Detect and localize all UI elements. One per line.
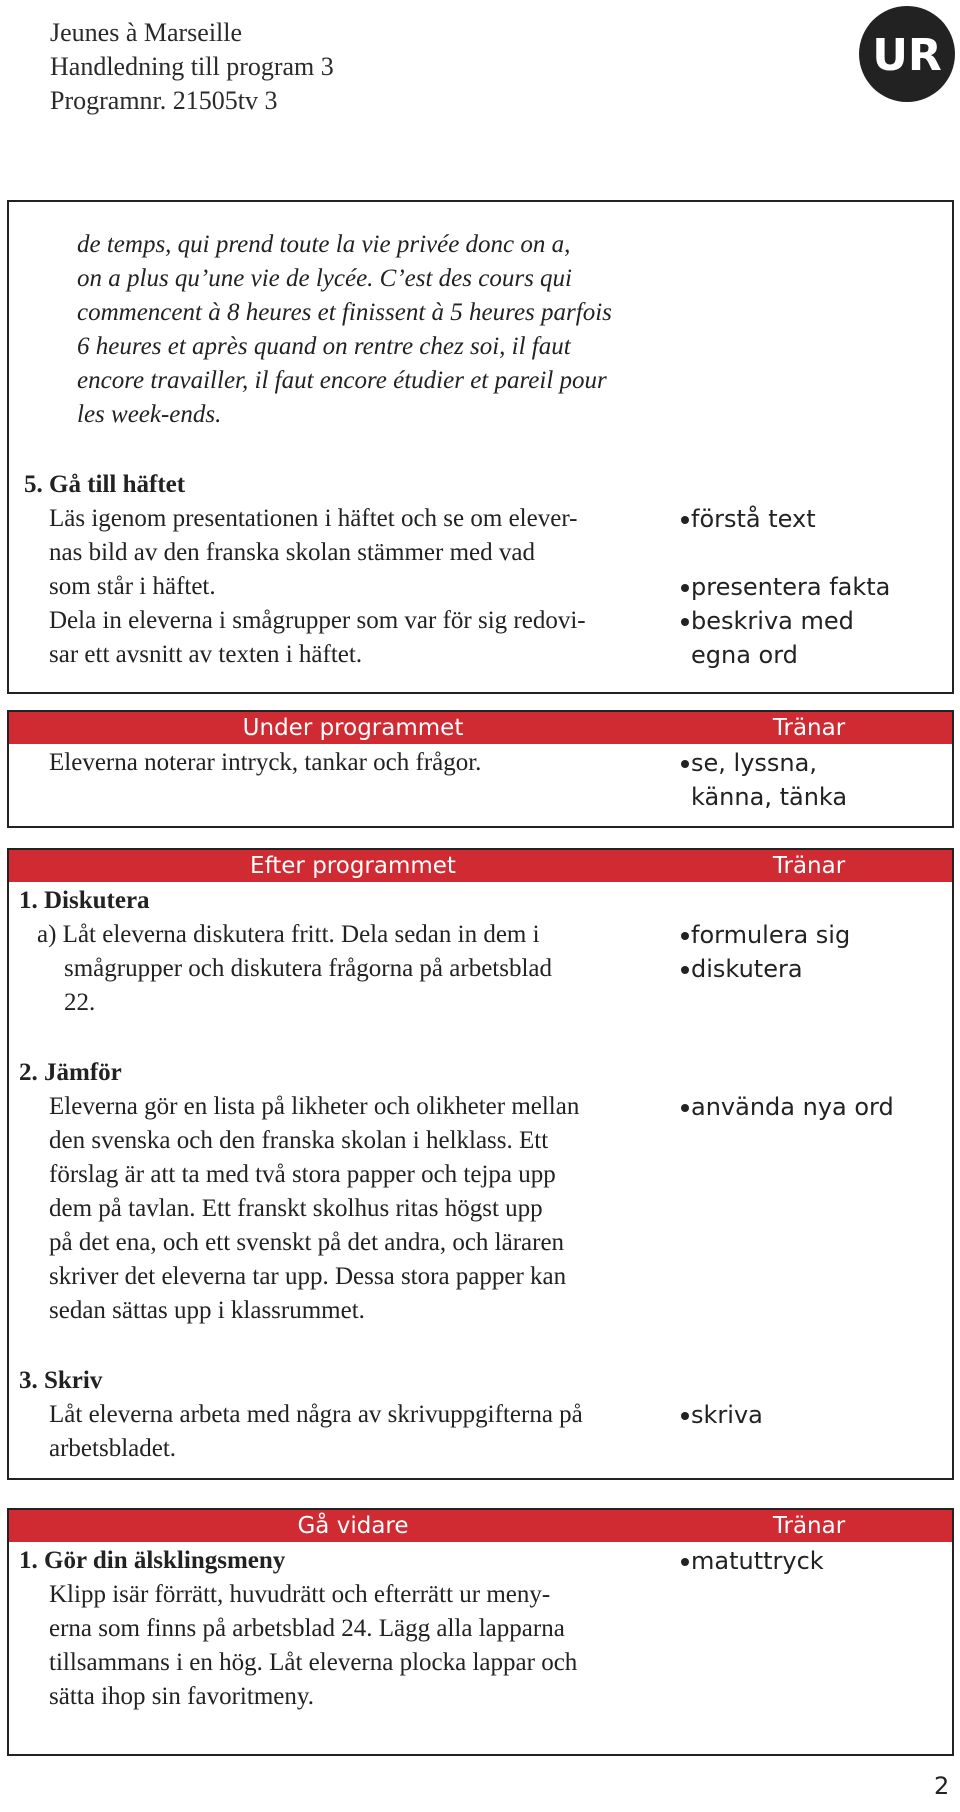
bullet-dot bbox=[681, 932, 689, 940]
skill-text: se, lyssna, bbox=[691, 749, 817, 777]
quote-line: les week-ends. bbox=[77, 401, 222, 428]
body-line: förslag är att ta med två stora papper och tejpa upp bbox=[49, 1161, 556, 1188]
body-line: nas bild av den franska skolan stämmer med vad bbox=[49, 539, 535, 566]
bullet-dot bbox=[681, 760, 689, 768]
skill-text: formulera sig bbox=[691, 921, 851, 949]
section-before-program bbox=[7, 200, 954, 694]
header-subtitle: Handledning till program 3 bbox=[50, 52, 334, 81]
skill-bullet bbox=[691, 1398, 763, 1432]
body-line: på det ena, och ett svenskt på det andra, och läraren bbox=[49, 1229, 565, 1256]
body-line: tillsammans i en hög. Låt eleverna plocka lappar och bbox=[49, 1649, 578, 1676]
body-line: arbetsbladet. bbox=[49, 1435, 177, 1462]
ur-logo bbox=[857, 4, 957, 104]
section-header-bar bbox=[9, 1510, 952, 1542]
section-under-program bbox=[7, 710, 954, 828]
body-line: a) Låt eleverna diskutera fritt. Dela sedan in dem i bbox=[37, 921, 540, 948]
section-title: Efter programmet bbox=[250, 853, 456, 879]
bullet-dot bbox=[681, 1104, 689, 1112]
body-line: Eleverna noterar intryck, tankar och frågor. bbox=[49, 749, 482, 776]
tranar-label: Tränar bbox=[772, 853, 846, 879]
quote-line: encore travailler, il faut encore étudier et pareil pour bbox=[77, 367, 607, 394]
body-line: dem på tavlan. Ett franskt skolhus ritas högst upp bbox=[49, 1195, 543, 1222]
quote-line: commencent à 8 heures et finissent à 5 heures parfois bbox=[77, 299, 612, 326]
body-line: smågrupper och diskutera frågorna på arbetsblad bbox=[64, 955, 553, 982]
skill-bullet bbox=[691, 918, 850, 952]
section-further-work bbox=[7, 1508, 954, 1756]
logo-text: UR bbox=[872, 30, 942, 81]
skill-bullet bbox=[691, 952, 803, 986]
skill-text: använda nya ord bbox=[691, 1093, 894, 1121]
item-heading: 1. Diskutera bbox=[19, 887, 150, 914]
body-line: skriver det eleverna tar upp. Dessa stora papper kan bbox=[49, 1263, 567, 1290]
skill-text: förstå text bbox=[691, 505, 816, 533]
tranar-label: Tränar bbox=[772, 1513, 846, 1539]
body-line: erna som finns på arbetsblad 24. Lägg alla lapparna bbox=[49, 1615, 565, 1642]
body-line: Läs igenom presentationen i häftet och se om elever- bbox=[49, 505, 578, 532]
skill-bullet bbox=[691, 746, 817, 780]
skill-text: beskriva med bbox=[691, 607, 854, 635]
body-line: 22. bbox=[64, 989, 96, 1016]
section-header-bar bbox=[9, 712, 952, 744]
skill-text: skriva bbox=[691, 1401, 763, 1429]
body-line: Klipp isär förrätt, huvudrätt och efterrätt ur meny- bbox=[49, 1581, 551, 1608]
item-heading: 3. Skriv bbox=[19, 1367, 103, 1394]
bullet-dot bbox=[681, 1558, 689, 1566]
section-after-program bbox=[7, 848, 954, 1480]
skill-bullet bbox=[691, 1090, 894, 1124]
bullet-dot bbox=[681, 1412, 689, 1420]
header-title: Jeunes à Marseille bbox=[50, 18, 243, 47]
body-line: sedan sättas upp i klassrummet. bbox=[49, 1297, 365, 1324]
skill-bullet bbox=[691, 502, 816, 536]
item-heading: 2. Jämför bbox=[19, 1059, 122, 1086]
skill-bullet bbox=[691, 604, 854, 638]
item-heading: 1. Gör din älsklingsmeny bbox=[19, 1547, 286, 1574]
body-line: sar ett avsnitt av texten i häftet. bbox=[49, 641, 363, 668]
bullet-dot bbox=[681, 516, 689, 524]
body-line: sätta ihop sin favoritmeny. bbox=[49, 1683, 314, 1710]
body-line: som står i häftet. bbox=[49, 573, 216, 600]
skill-text: diskutera bbox=[691, 955, 803, 983]
header-program-number: Programnr. 21505tv 3 bbox=[50, 86, 278, 115]
body-line: Eleverna gör en lista på likheter och olikheter mellan bbox=[49, 1093, 580, 1120]
body-line: den svenska och den franska skolan i helklass. Ett bbox=[49, 1127, 549, 1154]
tranar-label: Tränar bbox=[772, 715, 846, 741]
body-line: Låt eleverna arbeta med några av skrivuppgifterna på bbox=[49, 1401, 583, 1428]
skill-text: matuttryck bbox=[691, 1547, 824, 1575]
skill-bullet bbox=[691, 570, 890, 604]
page-number: 2 bbox=[934, 1772, 950, 1800]
section-header-bar bbox=[9, 850, 952, 882]
quote-line: on a plus qu’une vie de lycée. C’est des cours qui bbox=[77, 265, 573, 292]
body-line: Dela in eleverna i smågrupper som var för sig redovi- bbox=[49, 607, 586, 634]
quote-line: de temps, qui prend toute la vie privée donc on a, bbox=[77, 231, 571, 258]
bullet-dot bbox=[681, 618, 689, 626]
item-heading: 5. Gå till häftet bbox=[24, 471, 186, 498]
skill-continuation: känna, tänka bbox=[691, 783, 848, 811]
bullet-dot bbox=[681, 584, 689, 592]
document-header bbox=[50, 16, 334, 118]
skill-bullet bbox=[691, 1544, 824, 1578]
quote-line: 6 heures et après quand on rentre chez soi, il faut bbox=[77, 333, 571, 360]
bullet-dot bbox=[681, 966, 689, 974]
section-title: Under programmet bbox=[242, 715, 464, 741]
skill-continuation: egna ord bbox=[691, 641, 798, 669]
section-title: Gå vidare bbox=[297, 1513, 409, 1539]
skill-text: presentera fakta bbox=[691, 573, 891, 601]
